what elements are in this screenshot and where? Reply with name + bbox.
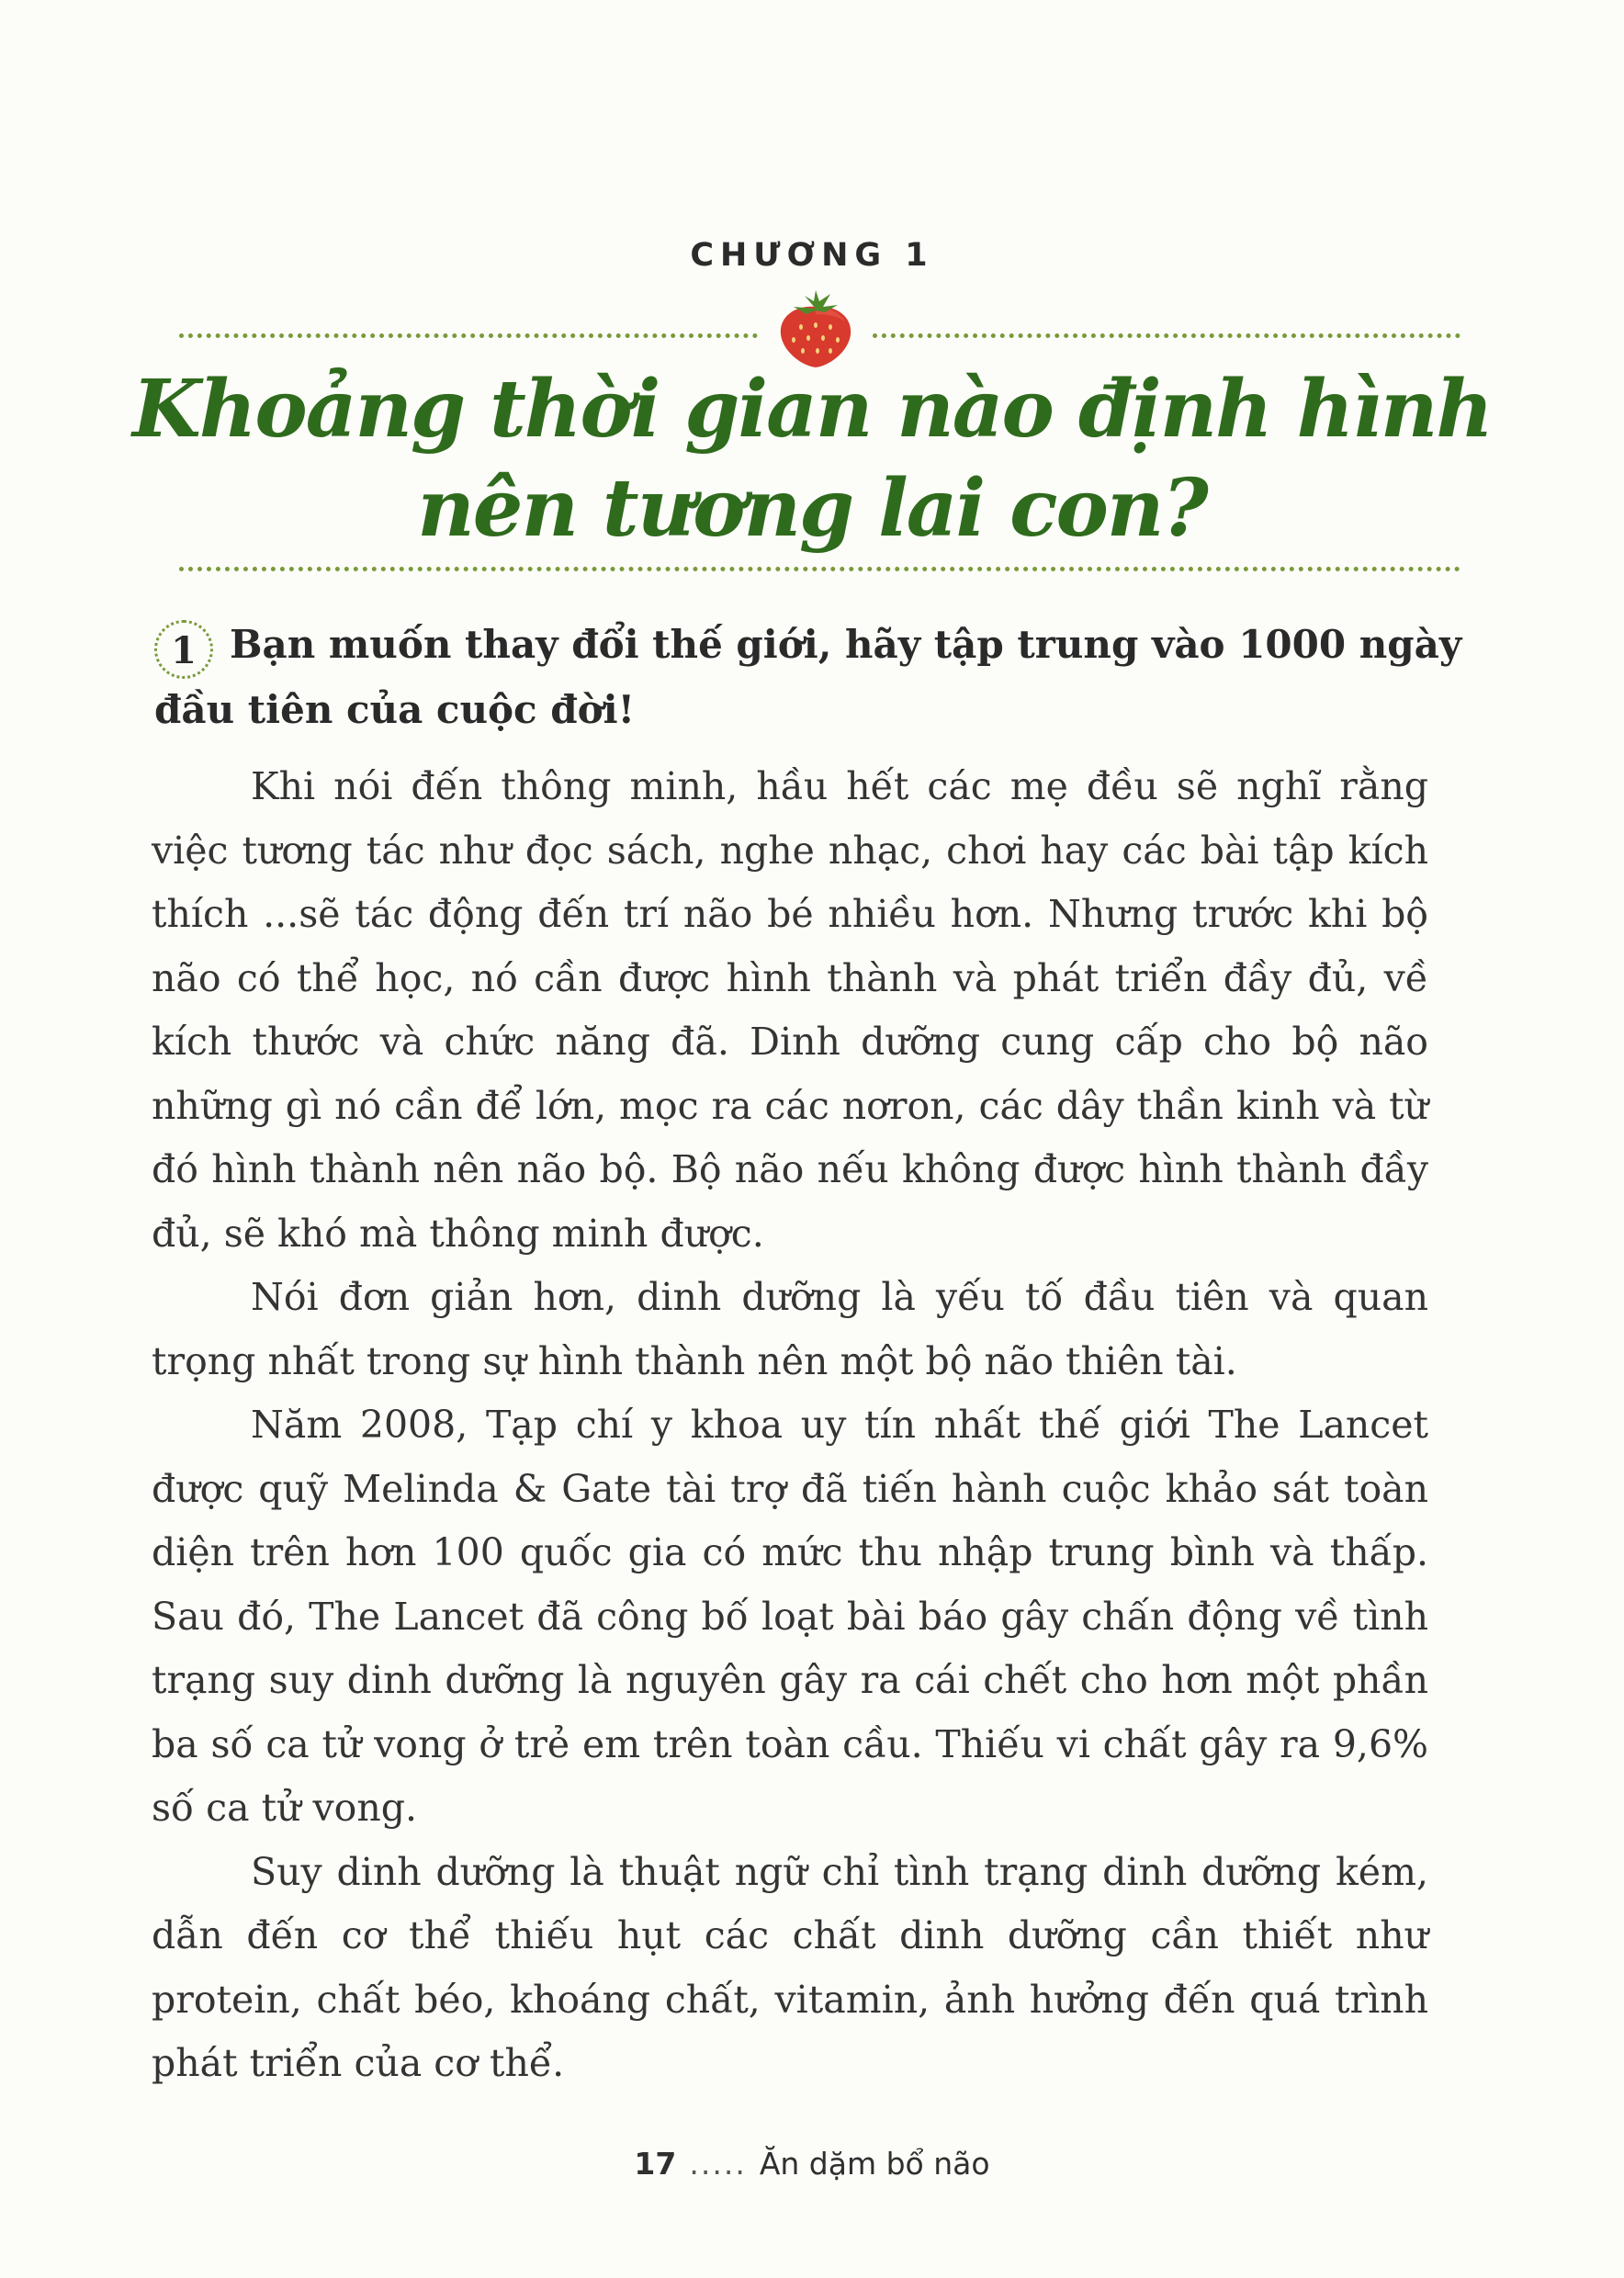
chapter-title [0,360,1624,558]
paragraph: Suy dinh dưỡng là thuật ngữ chỉ tình trạng dinh dưỡng kém, dẫn đến cơ thể thiếu hụt các chất dinh dưỡng cần thiết như protein, chất béo, khoáng chất, vitamin, ảnh hưởng đến quá trình phát triển của cơ thể. [152,1849,1428,2085]
section-heading [154,614,1468,741]
page-footer [0,2146,1624,2182]
paragraph: Khi nói đến thông minh, hầu hết các mẹ đều sẽ nghĩ rằng việc tương tác như đọc sách, nghe nhạc, chơi hay các bài tập kích thích ...sẽ tác động đến trí não bé nhiều hơn. Nhưng trước khi bộ não có thể học, nó cần được hình thành và phát triển đầy đủ, về kích thước và chức năng đã. Dinh dưỡng cung cấp cho bộ não những gì nó cần để lớn, mọc ra các nơron, các dây thần kinh và từ đó hình thành nên não bộ. Bộ não nếu không được hình thành đầy đủ, sẽ khó mà thông minh được. [152,764,1428,1256]
section-heading-text: Bạn muốn thay đổi thế giới, hãy tập trung vào 1000 ngày đầu tiên của cuộc đời! [154,622,1462,732]
chapter-title-line-1: Khoảng thời gian nào định hình [132,363,1492,456]
paragraph: Năm 2008, Tạp chí y khoa uy tín nhất thế giới The Lancet được quỹ Melinda & Gate tài trợ đã tiến hành cuộc khảo sát toàn diện trên hơn 100 quốc gia có mức thu nhập trung bình và thấp. Sau đó, The Lancet đã công bố loạt bài báo gây chấn động về tình trạng suy dinh dưỡng là nguyên gây ra cái chết cho hơn một phần ba số ca tử vong ở trẻ em trên toàn cầu. Thiếu vi chất gây ra 9,6% số ca tử vong. [152,1403,1428,1830]
body-text [152,755,1428,2096]
section-number-badge: 1 [154,620,213,679]
page-number: 17 [634,2146,677,2182]
dotted-divider-top-left [179,333,758,338]
dotted-divider-bottom [179,567,1460,571]
strawberry-icon [773,287,858,369]
paragraph: Nói đơn giản hơn, dinh dưỡng là yếu tố đầu tiên và quan trọng nhất trong sự hình thành nên một bộ não thiên tài. [152,1275,1428,1383]
chapter-label: CHƯƠNG 1 [690,237,934,274]
dotted-divider-top-right [873,333,1460,338]
book-title: Ăn dặm bổ não [759,2146,990,2182]
footer-dots: ..... [689,2146,747,2182]
chapter-title-line-2: nên tương lai con? [417,462,1207,555]
